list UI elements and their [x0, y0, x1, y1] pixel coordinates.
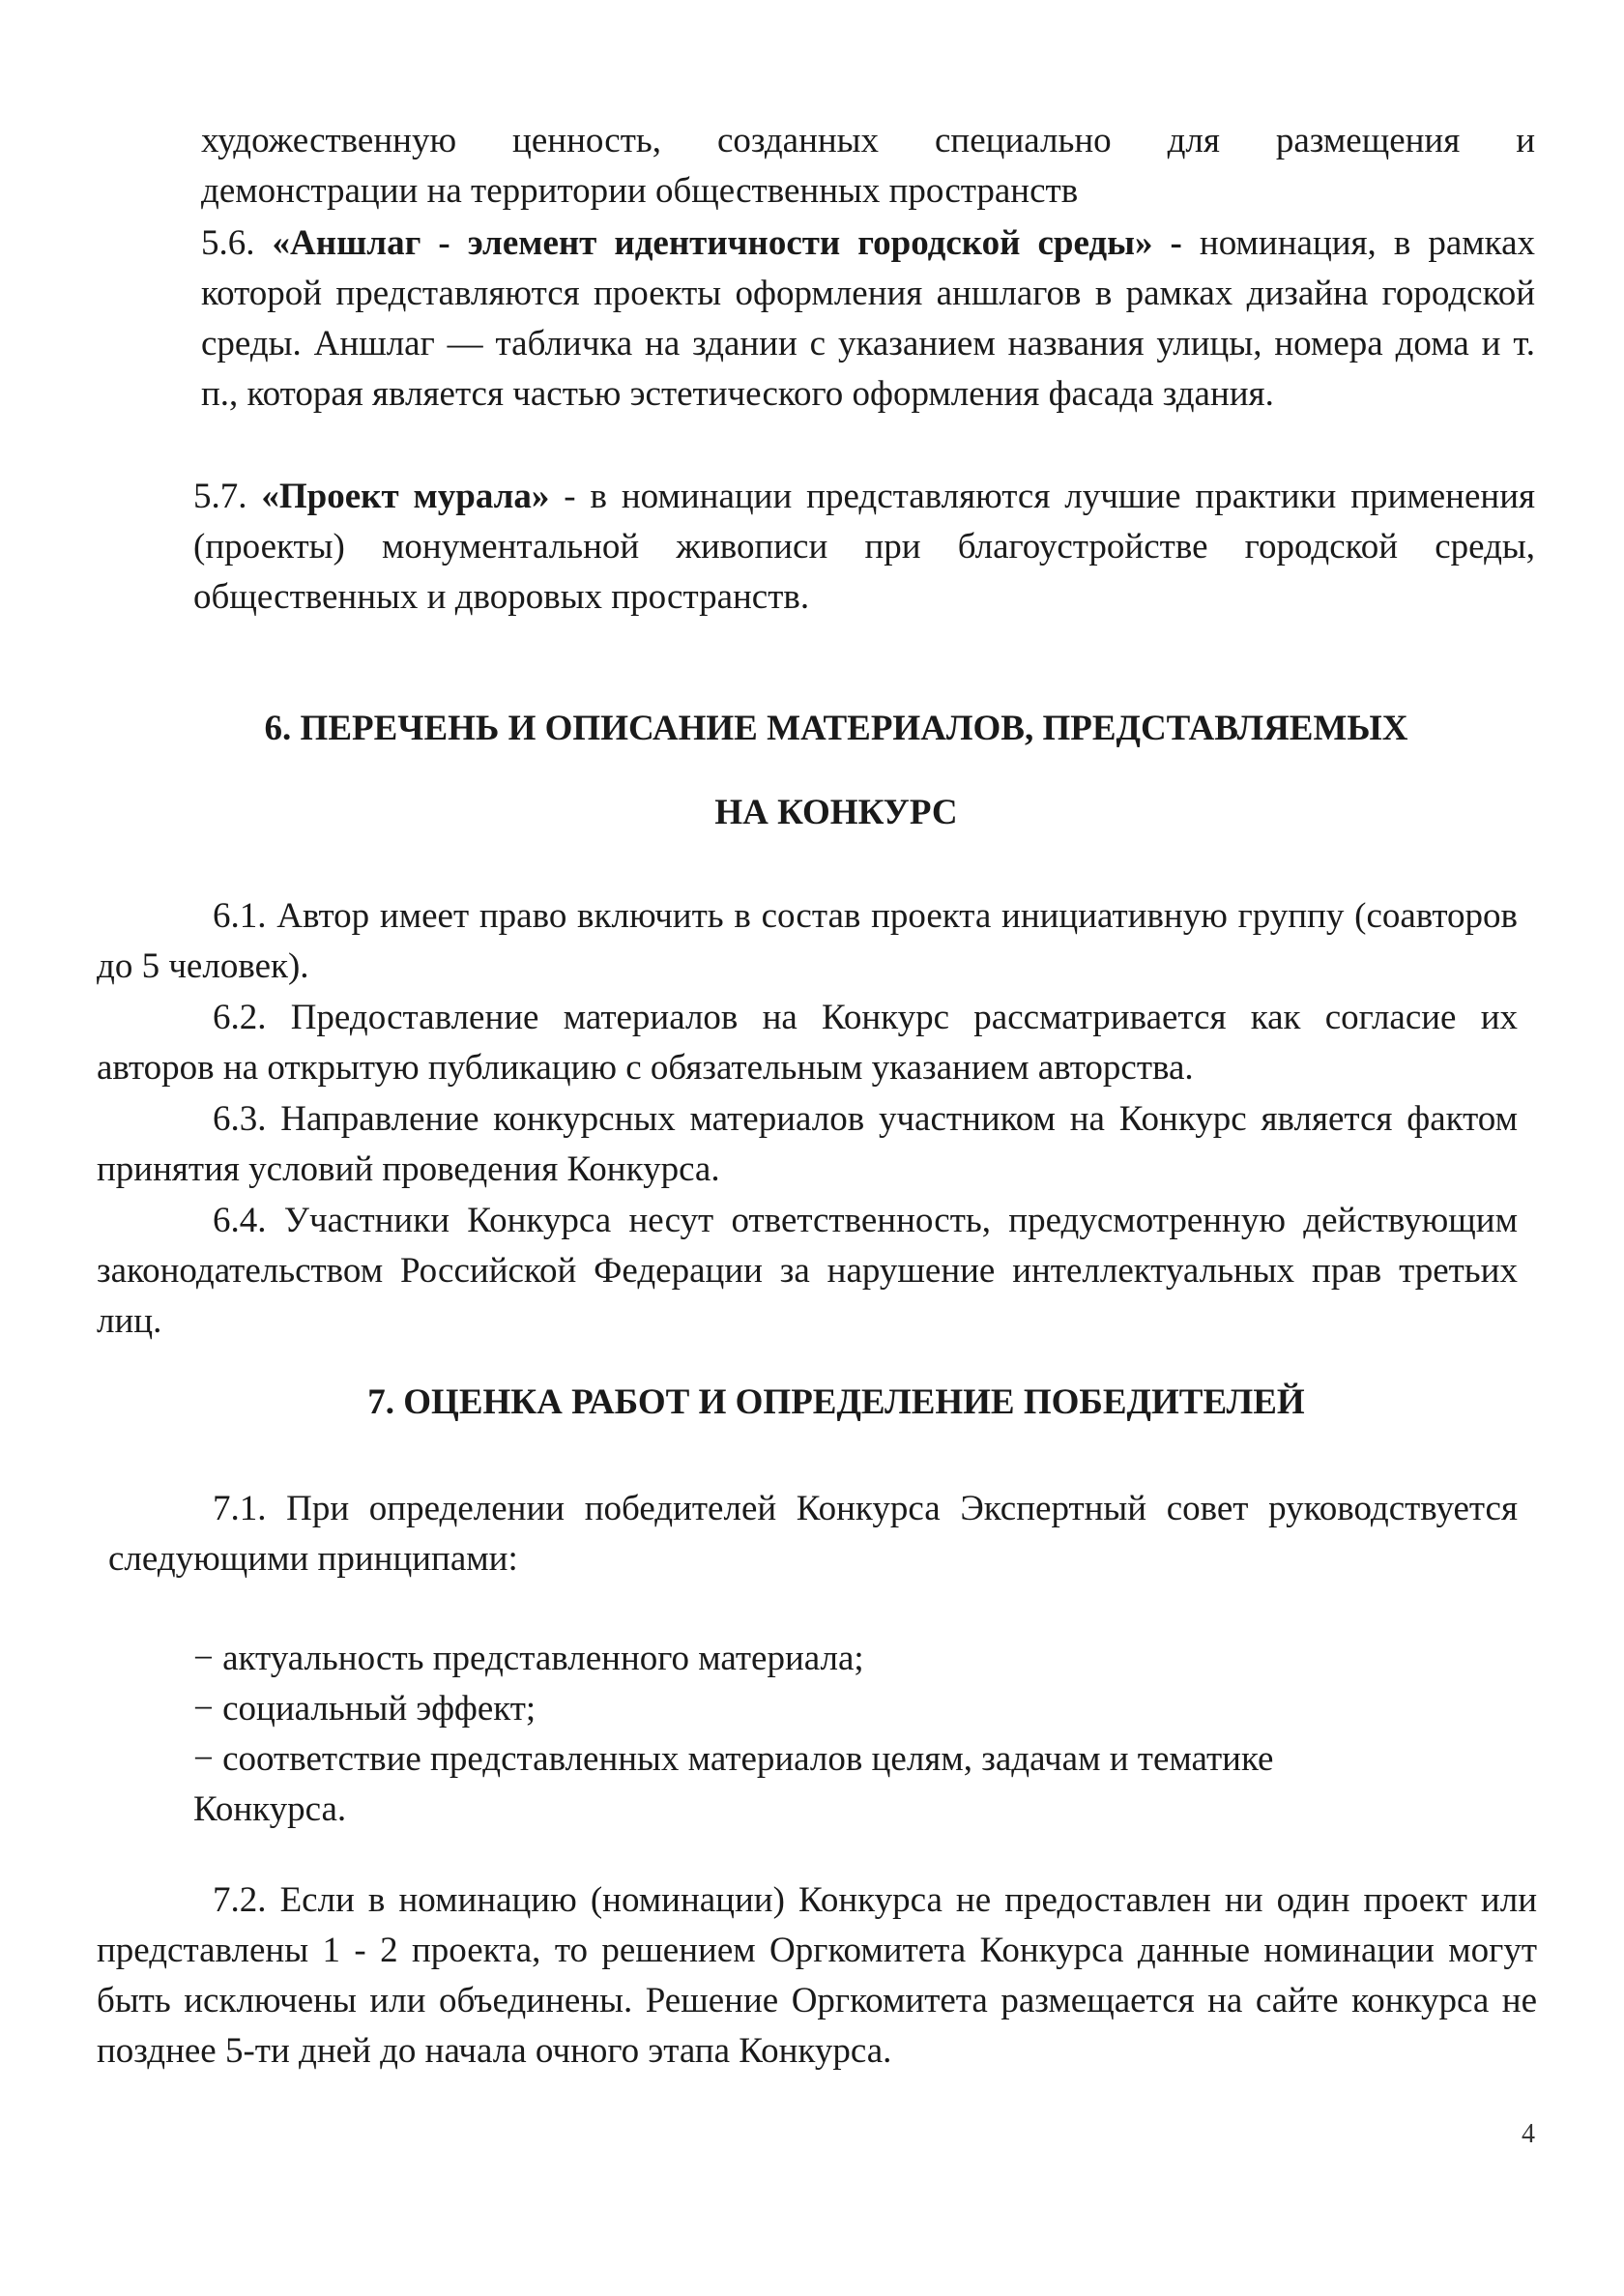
- fragment-line-1: художественную ценность, созданных специально для размещения и: [201, 121, 1535, 160]
- list-item: − социальный эффект;: [193, 1689, 536, 1729]
- fragment-line-2: демонстрации на территории общественных пространств: [201, 171, 1079, 211]
- item-5-7: [193, 472, 1535, 623]
- list-item: − соответствие представленных материалов целям, задачам и тематике Конкурса.: [193, 1739, 1274, 1829]
- item-5-7-number: 5.7.: [193, 477, 247, 516]
- paragraph-6-3: 6.3. Направление конкурсных материалов участником на Конкурс является фактом принятия условий проведения Конкурса.: [97, 1099, 1518, 1189]
- principles-list: [193, 1634, 1382, 1835]
- item-5-7-title: «Проект мурала»: [261, 477, 550, 516]
- item-5-6-title: «Аншлаг - элемент идентичности городской среды» -: [272, 223, 1182, 263]
- item-5-6-number: 5.6.: [201, 223, 255, 263]
- list-item: − актуальность представленного материала;: [193, 1639, 864, 1678]
- item-5-6-text: номинация, в рамках которой представляются проекты оформления аншлагов в рамках дизайна городской среды. Аншлаг — табличка на здании с указанием названия улицы, номера дома и т. п., которая является частью эстетического оформления фасада здания.: [201, 223, 1536, 414]
- paragraph-7-1: 7.1. При определении победителей Конкурса Экспертный совет руководствуется следующими принципами:: [108, 1489, 1518, 1579]
- section-6-title-line-1: 6. ПЕРЕЧЕНЬ И ОПИСАНИЕ МАТЕРИАЛОВ, ПРЕДСТАВЛЯЕМЫХ: [264, 709, 1408, 748]
- section-6-title-line-2: НА КОНКУРС: [714, 793, 958, 832]
- paragraph-6-1: 6.1. Автор имеет право включить в состав проекта инициативную группу (соавторов до 5 человек).: [97, 896, 1518, 986]
- page-number: 4: [1522, 2119, 1535, 2149]
- paragraph-6-2: 6.2. Предоставление материалов на Конкурс рассматривается как согласие их авторов на открытую публикацию с обязательным указанием авторства.: [97, 998, 1518, 1088]
- section-7-title: 7. ОЦЕНКА РАБОТ И ОПРЕДЕЛЕНИЕ ПОБЕДИТЕЛЕЙ: [367, 1382, 1305, 1422]
- item-5-6: [201, 218, 1535, 420]
- paragraph-6-4: 6.4. Участники Конкурса несут ответственность, предусмотренную действующим законодательством Российской Федерации за нарушение интеллектуальных прав третьих лиц.: [97, 1201, 1518, 1341]
- paragraph-7-2: 7.2. Если в номинацию (номинации) Конкурса не предоставлен ни один проект или представлены 1 - 2 проекта, то решением Оргкомитета Конкурса данные номинации могут быть исключены или объединены. Решение Оргкомитета размещается на сайте конкурса не позднее 5-ти дней до начала очного этапа Конкурса.: [97, 1880, 1537, 2071]
- item-5-7-text: - в номинации представляются лучшие практики применения (проекты) монументальной живописи при благоустройстве городской среды, общественных и дворовых пространств.: [193, 477, 1536, 617]
